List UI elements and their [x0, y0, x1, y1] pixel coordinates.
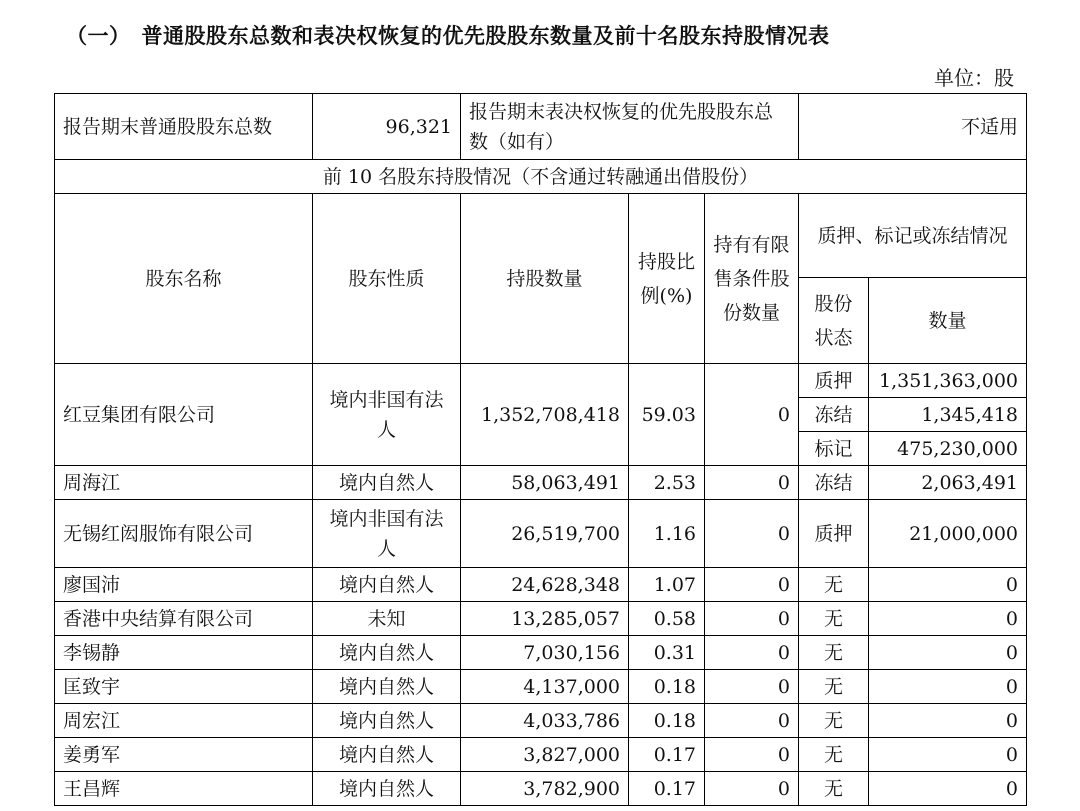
table-row [55, 670, 1027, 704]
header-restricted: 持有有限售条件股份数量 [705, 194, 799, 364]
preferred-holders-value: 不适用 [799, 94, 1027, 160]
holding-ratio: 0.18 [629, 704, 705, 738]
pledge-status: 无 [799, 670, 869, 704]
restricted-shares: 0 [705, 704, 799, 738]
pledge-status: 标记 [799, 432, 869, 466]
shareholder-nature: 境内非国有法人 [313, 364, 461, 466]
pledge-status: 无 [799, 704, 869, 738]
restricted-shares: 0 [705, 738, 799, 772]
shareholder-nature: 境内非国有法人 [313, 500, 461, 568]
table-row [55, 568, 1027, 602]
shares-held: 26,519,700 [461, 500, 629, 568]
header-nature: 股东性质 [313, 194, 461, 364]
restricted-shares: 0 [705, 670, 799, 704]
shareholder-nature: 境内自然人 [313, 466, 461, 500]
holding-ratio: 2.53 [629, 466, 705, 500]
unit-label: 单位：股 [934, 66, 1014, 90]
pledge-quantity: 0 [869, 568, 1027, 602]
pledge-quantity: 1,345,418 [869, 398, 1027, 432]
restricted-shares: 0 [705, 568, 799, 602]
common-holders-value: 96,321 [313, 94, 461, 160]
section-row [55, 160, 1027, 194]
holding-ratio: 0.17 [629, 738, 705, 772]
header-status: 股份状态 [799, 278, 869, 364]
header-ratio: 持股比例(%) [629, 194, 705, 364]
pledge-quantity: 0 [869, 602, 1027, 636]
shares-held: 24,628,348 [461, 568, 629, 602]
pledge-quantity: 0 [869, 704, 1027, 738]
table-row [55, 636, 1027, 670]
pledge-quantity: 1,351,363,000 [869, 364, 1027, 398]
section-title: 前 10 名股东持股情况（不含通过转融通出借股份） [55, 160, 1027, 194]
pledge-status: 无 [799, 602, 869, 636]
shareholder-name: 王昌辉 [55, 772, 313, 806]
pledge-quantity: 0 [869, 636, 1027, 670]
shareholder-nature: 境内自然人 [313, 704, 461, 738]
shareholder-name: 香港中央结算有限公司 [55, 602, 313, 636]
restricted-shares: 0 [705, 364, 799, 466]
pledge-status: 无 [799, 568, 869, 602]
preferred-holders-label: 报告期末表决权恢复的优先股股东总数（如有） [461, 94, 799, 160]
pledge-status: 冻结 [799, 398, 869, 432]
shareholder-name: 红豆集团有限公司 [55, 364, 313, 466]
restricted-shares: 0 [705, 466, 799, 500]
holding-ratio: 0.58 [629, 602, 705, 636]
header-quantity: 数量 [869, 278, 1027, 364]
shares-held: 13,285,057 [461, 602, 629, 636]
shareholder-name: 匡致宇 [55, 670, 313, 704]
pledge-quantity: 0 [869, 738, 1027, 772]
holding-ratio: 0.31 [629, 636, 705, 670]
holding-ratio: 1.07 [629, 568, 705, 602]
shareholder-nature: 境内自然人 [313, 772, 461, 806]
pledge-status: 冻结 [799, 466, 869, 500]
shares-held: 3,782,900 [461, 772, 629, 806]
shareholder-name: 无锡红闳服饰有限公司 [55, 500, 313, 568]
table-row [55, 738, 1027, 772]
pledge-quantity: 2,063,491 [869, 466, 1027, 500]
shares-held: 7,030,156 [461, 636, 629, 670]
header-name: 股东名称 [55, 194, 313, 364]
shares-held: 4,137,000 [461, 670, 629, 704]
restricted-shares: 0 [705, 602, 799, 636]
pledge-quantity: 21,000,000 [869, 500, 1027, 568]
table-row [55, 466, 1027, 500]
pledge-status: 质押 [799, 500, 869, 568]
restricted-shares: 0 [705, 636, 799, 670]
shares-held: 3,827,000 [461, 738, 629, 772]
table-row [55, 704, 1027, 738]
header-row-1 [55, 194, 1027, 278]
pledge-quantity: 475,230,000 [869, 432, 1027, 466]
header-pledge-group: 质押、标记或冻结情况 [799, 194, 1027, 278]
shareholder-table [54, 93, 1027, 806]
shareholder-nature: 境内自然人 [313, 568, 461, 602]
pledge-status: 无 [799, 738, 869, 772]
common-holders-label: 报告期末普通股股东总数 [55, 94, 313, 160]
table-row [55, 500, 1027, 568]
shareholder-nature: 未知 [313, 602, 461, 636]
pledge-status: 质押 [799, 364, 869, 398]
table-row [55, 364, 1027, 398]
shares-held: 58,063,491 [461, 466, 629, 500]
shareholder-name: 周宏江 [55, 704, 313, 738]
shareholder-nature: 境内自然人 [313, 738, 461, 772]
holding-ratio: 0.17 [629, 772, 705, 806]
holding-ratio: 59.03 [629, 364, 705, 466]
pledge-quantity: 0 [869, 772, 1027, 806]
holding-ratio: 1.16 [629, 500, 705, 568]
shareholder-name: 李锡静 [55, 636, 313, 670]
table-row [55, 772, 1027, 806]
shares-held: 4,033,786 [461, 704, 629, 738]
pledge-status: 无 [799, 772, 869, 806]
shareholder-name: 姜勇军 [55, 738, 313, 772]
restricted-shares: 0 [705, 500, 799, 568]
shareholder-nature: 境内自然人 [313, 636, 461, 670]
summary-row [55, 94, 1027, 160]
header-shares: 持股数量 [461, 194, 629, 364]
table-row [55, 602, 1027, 636]
pledge-status: 无 [799, 636, 869, 670]
holding-ratio: 0.18 [629, 670, 705, 704]
shareholder-name: 廖国沛 [55, 568, 313, 602]
report-title: （一） 普通股股东总数和表决权恢复的优先股股东数量及前十名股东持股情况表 [66, 24, 830, 48]
pledge-quantity: 0 [869, 670, 1027, 704]
shareholder-name: 周海江 [55, 466, 313, 500]
shares-held: 1,352,708,418 [461, 364, 629, 466]
restricted-shares: 0 [705, 772, 799, 806]
shareholder-nature: 境内自然人 [313, 670, 461, 704]
